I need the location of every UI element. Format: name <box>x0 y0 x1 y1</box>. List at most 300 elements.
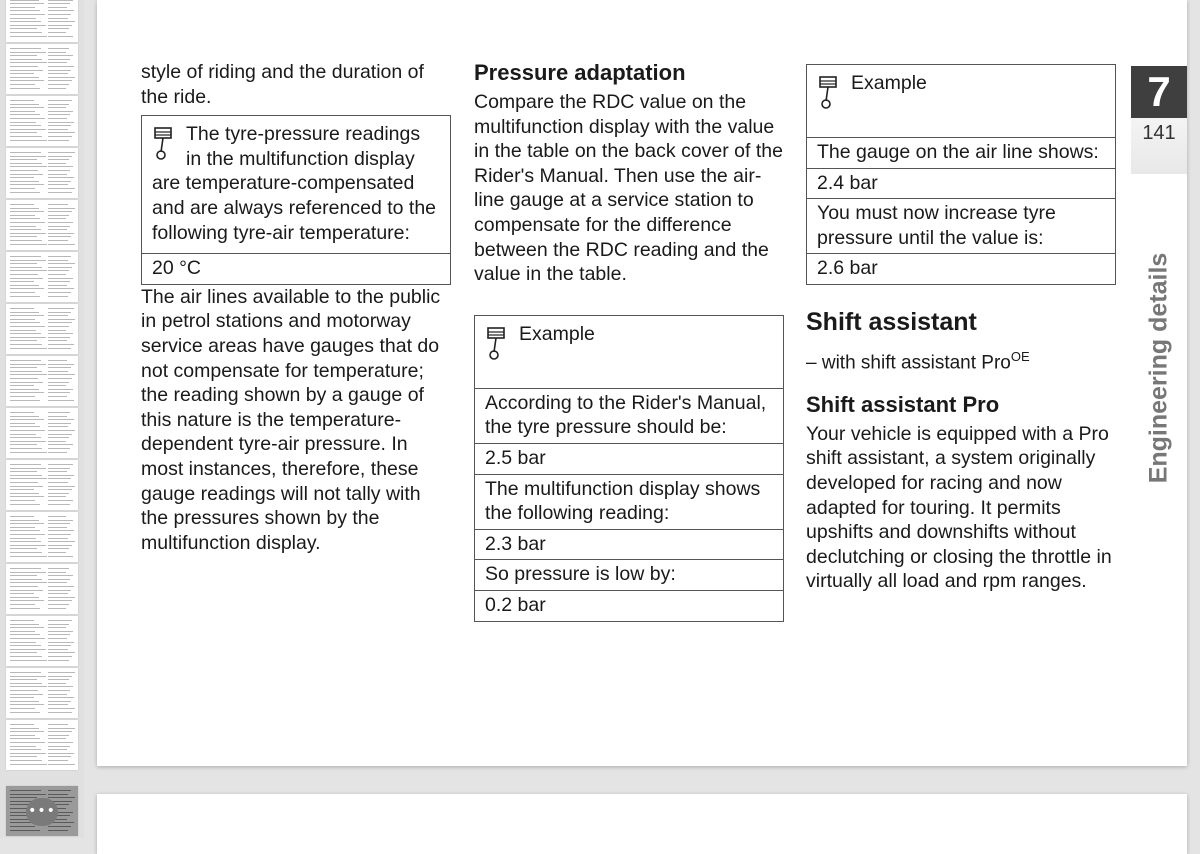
thumbnail-text-line <box>48 392 70 393</box>
thumbnail-text-line <box>10 229 41 230</box>
thumbnail-text-line <box>10 712 40 713</box>
thumbnail-text-line <box>10 475 42 476</box>
thumbnail-text-line <box>48 448 70 449</box>
pressure-adaptation-heading: Pressure adaptation <box>474 60 686 85</box>
thumbnail-text-line <box>10 163 42 164</box>
page-thumbnail[interactable] <box>6 408 78 458</box>
thumbnail-text-line <box>48 656 72 657</box>
thumbnail-text-line <box>48 694 67 695</box>
thumbnail-text-line <box>48 322 72 323</box>
piston-icon <box>485 326 509 362</box>
thumbnail-text-line <box>10 55 37 56</box>
example-title: Example <box>519 322 595 345</box>
thumbnail-text-line <box>48 270 69 271</box>
thumbnail-text-line <box>48 434 72 435</box>
thumbnail-text-line <box>48 66 74 67</box>
thumbnail-text-line <box>10 132 37 133</box>
thumbnail-text-line <box>48 830 68 831</box>
thumbnail-text-line <box>10 114 40 115</box>
thumbnail-text-line <box>48 48 69 49</box>
page-thumbnail[interactable] <box>6 720 78 770</box>
thumbnail-text-line <box>48 735 69 736</box>
next-document-page <box>97 794 1187 854</box>
thumbnail-text-line <box>10 548 37 549</box>
thumbnail-text-line <box>48 222 73 223</box>
thumbnail-text-line <box>48 649 68 650</box>
thumbnail-text-line <box>10 240 42 241</box>
thumbnail-text-line <box>48 742 73 743</box>
thumbnail-text-line <box>48 538 68 539</box>
thumbnail-text-line <box>48 760 68 761</box>
page-thumbnail[interactable] <box>6 668 78 718</box>
main-paragraph: The air lines available to the public in petrol stations and motorway service areas have gauges that do not compensate for temperature; the reading shown by a gauge of this nature is the temperature-dependent tyre-air pressure. In most instances, therefore, these gauge readings will not tally with the pressures shown by the multifunction display. <box>141 285 441 554</box>
thumbnail-text-line <box>10 590 43 591</box>
thumbnail-text-line <box>48 624 69 625</box>
thumbnail-text-line <box>10 88 40 89</box>
thumbnail-text-line <box>10 122 36 123</box>
thumbnail-text-line <box>48 608 66 609</box>
thumbnail-text-line <box>48 181 71 182</box>
thumbnail-text-line <box>10 575 37 576</box>
thumbnail-text-line <box>48 174 67 175</box>
thumbnail-text-line <box>10 263 37 264</box>
thumbnail-text-line <box>10 233 46 234</box>
page-thumbnail[interactable] <box>6 0 78 42</box>
thumbnail-text-line <box>10 308 34 309</box>
thumbnail-text-line <box>48 426 68 427</box>
note-box <box>141 115 451 285</box>
thumbnail-text-line <box>48 504 70 505</box>
thumbnail-text-line <box>48 642 74 643</box>
thumbnail-text-line <box>10 742 45 743</box>
thumbnail-text-line <box>10 188 35 189</box>
thumbnail-text-line <box>10 672 41 673</box>
thumbnail-text-line <box>48 278 73 279</box>
thumbnail-text-line <box>10 62 47 63</box>
thumbnail-text-line <box>10 593 34 594</box>
intro-paragraph: style of riding and the duration of the ride. <box>141 61 424 108</box>
thumbnail-text-line <box>48 184 68 185</box>
thumbnail-text-line <box>10 256 41 257</box>
thumbnail-text-line <box>48 177 74 178</box>
thumbnail-text-line <box>10 184 44 185</box>
thumbnail-text-line <box>48 586 74 587</box>
thumbnail-text-line <box>10 464 41 465</box>
thumbnail-text-line <box>48 344 74 345</box>
thumbnail-text-line <box>48 296 68 297</box>
thumbnail-text-line <box>10 28 37 29</box>
thumbnail-text-line <box>48 326 69 327</box>
thumbnail-text-line <box>10 236 37 237</box>
thumbnail-text-line <box>48 534 71 535</box>
thumbnail-text-line <box>48 731 72 732</box>
subline-text: – with shift assistant Pro <box>806 352 1011 374</box>
thumbnail-text-line <box>48 288 74 289</box>
thumbnail-text-line <box>10 452 47 453</box>
thumbnail-text-line <box>10 326 45 327</box>
shift-assistant-pro-heading: Shift assistant Pro <box>806 391 1000 417</box>
thumbnail-text-line <box>10 645 41 646</box>
thumbnail-text-line <box>48 226 70 227</box>
thumbnail-text-line <box>48 593 68 594</box>
thumbnail-text-line <box>48 464 73 465</box>
thumbnail-text-line <box>48 541 75 542</box>
thumbnail-text-line <box>48 163 66 164</box>
thumbnail-text-line <box>48 330 66 331</box>
example-row: The gauge on the air line shows: <box>807 137 1115 168</box>
thumbnail-text-line <box>10 604 35 605</box>
thumbnail-text-line <box>10 416 39 417</box>
thumbnail-text-line <box>10 448 42 449</box>
thumbnail-text-line <box>10 541 41 542</box>
thumbnail-text-line <box>48 500 73 501</box>
thumbnail-text-line <box>10 412 34 413</box>
thumbnail-text-line <box>10 118 45 119</box>
thumbnail-text-line <box>10 568 41 569</box>
thumbnail-text-line <box>10 3 44 4</box>
thumbnail-text-line <box>10 471 37 472</box>
thumbnail-text-line <box>10 170 38 171</box>
thumbnail-text-line <box>10 84 35 85</box>
thumbnail-text-line <box>10 608 40 609</box>
thumbnail-text-line <box>10 728 39 729</box>
example-row: So pressure is low by: <box>475 559 783 590</box>
thumbnail-text-line <box>10 389 39 390</box>
thumbnail-text-line <box>10 181 39 182</box>
thumbnail-text-line <box>48 676 72 677</box>
thumbnail-text-line <box>10 797 37 798</box>
thumbnail-text-line <box>10 48 41 49</box>
thumbnail-text-line <box>48 204 68 205</box>
thumbnail-text-line <box>10 426 40 427</box>
thumbnail-text-line <box>48 371 68 372</box>
thumbnail-text-line <box>48 32 66 33</box>
thumbnail-text-line <box>10 344 42 345</box>
thumbnail-text-line <box>48 218 66 219</box>
thumbnail-text-line <box>10 392 44 393</box>
thumbnail-text-line <box>10 434 36 435</box>
thumbnail-text-line <box>10 333 41 334</box>
thumbnail-text-line <box>10 530 40 531</box>
thumbnail-text-line <box>10 746 36 747</box>
thumbnail-text-line <box>10 140 47 141</box>
piston-icon <box>152 126 176 162</box>
example-row: According to the Rider's Manual, the tyre pressure should be: <box>475 388 783 443</box>
thumbnail-text-line <box>48 764 75 765</box>
thumbnail-text-line <box>10 620 34 621</box>
thumbnail-text-line <box>10 166 47 167</box>
note-box-body <box>142 116 450 253</box>
thumbnail-text-line <box>10 385 34 386</box>
thumbnail-text-line <box>48 575 73 576</box>
page-thumbnail[interactable] <box>6 96 78 146</box>
thumbnail-text-line <box>10 830 40 831</box>
thumbnail-text-line <box>48 77 75 78</box>
thumbnail-text-line <box>10 504 40 505</box>
thumbnail-text-line <box>10 340 37 341</box>
thumbnail-text-line <box>10 371 42 372</box>
shift-assistant-subline <box>806 345 1118 376</box>
thumbnail-text-line <box>48 360 67 361</box>
thumbnail-text-line <box>48 374 75 375</box>
thumbnail-text-line <box>48 378 72 379</box>
thumbnail-text-line <box>10 396 35 397</box>
thumbnail-text-line <box>48 156 72 157</box>
page-thumbnail[interactable] <box>6 616 78 666</box>
thumbnail-text-line <box>48 21 75 22</box>
thumbnail-text-line <box>10 215 35 216</box>
thumbnail-text-line <box>10 430 45 431</box>
thumbnail-text-line <box>10 330 36 331</box>
thumbnail-text-line <box>48 701 71 702</box>
thumbnail-text-line <box>48 683 66 684</box>
thumbnail-text-line <box>10 749 41 750</box>
thumbnail-text-line <box>48 140 69 141</box>
thumbnail-text-line <box>48 620 72 621</box>
thumbnail-text-line <box>10 600 44 601</box>
thumbnail-text-line <box>48 679 69 680</box>
thumbnail-text-line <box>48 478 71 479</box>
thumbnail-text-line <box>48 728 75 729</box>
thumbnail-text-line <box>48 129 68 130</box>
pressure-adaptation-paragraph: Compare the RDC value on the multifunction display with the value in the table on the back cover of the Rider's Manual. Then use the air-line gauge at a service station to compensate for the difference between the RDC reading and the value in the table. <box>474 91 783 286</box>
thumbnail-text-line <box>10 656 42 657</box>
page-thumbnail[interactable] <box>6 44 78 94</box>
thumbnail-text-line <box>48 826 71 827</box>
example-header <box>807 65 1115 137</box>
thumbnail-text-line <box>10 538 36 539</box>
chapter-number: 7 <box>1131 66 1187 118</box>
thumbnail-text-line <box>48 396 67 397</box>
thumbnail-text-line <box>10 367 37 368</box>
thumbnail-text-line <box>48 416 67 417</box>
shift-assistant-paragraph: Your vehicle is equipped with a Pro shift assistant, a system originally developed for racing and now adapted for touring. It permits upshifts and downshifts without declutching or closing the throttle in virtually all load and rpm ranges. <box>806 422 1112 593</box>
thumbnail-text-line <box>48 556 73 557</box>
thumbnail-text-line <box>48 471 67 472</box>
thumbnail-text-line <box>48 738 66 739</box>
page-thumbnail[interactable] <box>6 512 78 562</box>
note-value: 20 °C <box>142 253 450 284</box>
thumbnail-text-line <box>48 260 68 261</box>
thumbnail-text-line <box>10 177 34 178</box>
thumbnail-text-line <box>48 285 67 286</box>
thumbnail-text-line <box>48 441 66 442</box>
thumbnail-text-line <box>48 697 74 698</box>
thumbnail-text-line <box>48 55 73 56</box>
thumbnail-text-line <box>10 826 35 827</box>
thumbnail-text-line <box>10 482 38 483</box>
thumbnail-text-line <box>10 586 38 587</box>
thumbnail-text-line <box>10 597 39 598</box>
thumbnail-sidebar <box>0 0 84 838</box>
chapter-title: Engineering details <box>1144 252 1173 484</box>
example-header <box>475 316 783 388</box>
thumbnail-text-line <box>10 337 46 338</box>
piston-icon <box>817 75 841 111</box>
thumbnail-text-line <box>10 500 35 501</box>
thumbnail-text-line <box>48 7 67 8</box>
thumbnail-text-line <box>10 322 40 323</box>
thumbnail-text-line <box>48 412 70 413</box>
thumbnail-text-line <box>48 28 69 29</box>
example-row: The multifunction display shows the following reading: <box>475 474 783 529</box>
thumbnail-text-line <box>48 125 71 126</box>
page-thumbnail[interactable] <box>6 356 78 406</box>
thumbnail-text-line <box>48 652 75 653</box>
thumbnail-text-line <box>48 638 67 639</box>
thumbnail-text-line <box>10 683 42 684</box>
thumbnail-text-line <box>48 516 66 517</box>
thumbnail-text-line <box>48 104 69 105</box>
thumbnail-text-line <box>48 14 71 15</box>
thumbnail-text-line <box>48 530 74 531</box>
thumbnail-text-line <box>10 572 46 573</box>
thumbnail-text-line <box>48 337 70 338</box>
page-thumbnail[interactable] <box>6 200 78 250</box>
thumbnail-text-line <box>48 468 70 469</box>
thumbnail-text-line <box>10 649 46 650</box>
thumbnail-text-line <box>48 582 67 583</box>
thumbnail-text-line <box>48 419 74 420</box>
page-thumbnail[interactable] <box>6 460 78 510</box>
thumbnail-text-line <box>10 36 47 37</box>
thumbnail-text-line <box>10 374 47 375</box>
thumbnail-text-line <box>48 437 69 438</box>
thumbnail-text-line <box>10 156 46 157</box>
thumbnail-text-line <box>48 0 73 1</box>
thumbnail-text-line <box>48 794 68 795</box>
thumbnail-text-line <box>10 382 43 383</box>
thumbnail-text-line <box>10 660 47 661</box>
thumbnail-text-line <box>48 244 75 245</box>
thumbnail-text-line <box>48 627 66 628</box>
thumbnail-text-line <box>10 686 47 687</box>
thumbnail-text-line <box>48 10 74 11</box>
thumbnail-text-line <box>10 478 47 479</box>
thumbnail-text-line <box>10 10 40 11</box>
thumbnail-text-line <box>48 333 73 334</box>
thumbnail-text-line <box>48 73 68 74</box>
thumbnail-text-line <box>48 281 70 282</box>
thumbnail-text-line <box>10 520 39 521</box>
thumbnail-text-line <box>48 159 69 160</box>
thumbnail-text-line <box>10 25 46 26</box>
thumbnail-text-line <box>10 701 39 702</box>
thumbnail-text-line <box>48 256 71 257</box>
thumbnail-text-line <box>10 738 40 739</box>
thumbnail-text-line <box>48 229 67 230</box>
thumbnail-text-line <box>10 627 44 628</box>
thumbnail-text-line <box>10 582 47 583</box>
thumbnail-text-line <box>10 634 40 635</box>
page-thumbnail[interactable] <box>6 304 78 354</box>
thumbnail-text-line <box>48 52 66 53</box>
thumbnail-text-line <box>10 174 43 175</box>
thumbnail-text-line <box>48 724 68 725</box>
thumbnail-text-line <box>10 704 44 705</box>
note-text: The tyre-pressure readings in the multifunction display are temperature-compensated and are always referenced to the following tyre-air temperature: <box>152 123 437 244</box>
thumbnail-text-line <box>48 400 74 401</box>
thumbnail-text-line <box>10 260 46 261</box>
thumbnail-text-line <box>10 679 37 680</box>
thumbnail-text-line <box>10 731 44 732</box>
thumbnail-text-line <box>10 753 46 754</box>
thumbnail-text-line <box>10 419 44 420</box>
thumbnail-text-line <box>10 676 46 677</box>
thumbnail-text-line <box>10 288 44 289</box>
thumbnail-text-line <box>10 204 34 205</box>
thumbnail-text-line <box>10 489 34 490</box>
thumbnail-text-line <box>10 192 40 193</box>
page-thumbnail[interactable] <box>6 148 78 198</box>
thumbnail-text-line <box>10 638 45 639</box>
thumbnail-text-line <box>48 604 69 605</box>
thumbnail-text-line <box>48 340 67 341</box>
thumbnail-text-line <box>10 73 34 74</box>
thumbnail-text-line <box>10 270 47 271</box>
thumbnail-text-line <box>10 281 34 282</box>
thumbnail-text-line <box>10 468 46 469</box>
thumbnail-text-line <box>48 523 70 524</box>
thumbnail-text-line <box>48 100 72 101</box>
oe-superscript: OE <box>1010 348 1030 364</box>
thumbnail-text-line <box>10 77 39 78</box>
thumbnail-text-line <box>48 111 73 112</box>
example-row: 2.5 bar <box>475 443 783 474</box>
thumbnail-text-line <box>10 652 37 653</box>
thumbnail-text-line <box>48 80 72 81</box>
example-box-2 <box>806 64 1116 285</box>
thumbnail-text-line <box>48 348 71 349</box>
thumbnail-text-line <box>10 694 43 695</box>
thumbnail-text-line <box>10 697 34 698</box>
thumbnail-text-line <box>48 520 73 521</box>
thumbnail-text-line <box>48 545 72 546</box>
thumbnail-text-line <box>48 166 73 167</box>
page-thumbnail[interactable] <box>6 252 78 302</box>
thumbnail-text-line <box>48 107 66 108</box>
example-row: 2.4 bar <box>807 168 1115 199</box>
thumbnail-text-line <box>48 36 73 37</box>
thumbnail-text-line <box>10 100 34 101</box>
more-options-button[interactable]: ••• <box>26 798 58 826</box>
thumbnail-text-line <box>10 552 42 553</box>
thumbnail-text-line <box>48 590 71 591</box>
thumbnail-text-line <box>48 712 72 713</box>
thumbnail-text-line <box>10 690 38 691</box>
thumbnail-text-line <box>10 107 44 108</box>
thumbnail-text-line <box>10 708 35 709</box>
thumbnail-text-line <box>48 319 75 320</box>
thumbnail-text-line <box>10 348 47 349</box>
column-3 <box>806 64 1118 594</box>
example-title: Example <box>851 72 927 94</box>
thumbnail-text-line <box>48 552 66 553</box>
thumbnail-text-line <box>48 753 74 754</box>
thumbnail-text-line <box>48 88 66 89</box>
thumbnail-text-line <box>48 790 71 791</box>
thumbnail-text-line <box>48 308 74 309</box>
thumbnail-text-line <box>10 125 41 126</box>
thumbnail-text-line <box>48 267 72 268</box>
thumbnail-text-line <box>10 129 46 130</box>
thumbnail-text-line <box>10 66 38 67</box>
thumbnail-text-line <box>48 756 71 757</box>
thumbnail-text-line <box>48 292 71 293</box>
example-row: 0.2 bar <box>475 590 783 621</box>
page-thumbnail[interactable] <box>6 564 78 614</box>
thumbnail-text-line <box>48 746 70 747</box>
